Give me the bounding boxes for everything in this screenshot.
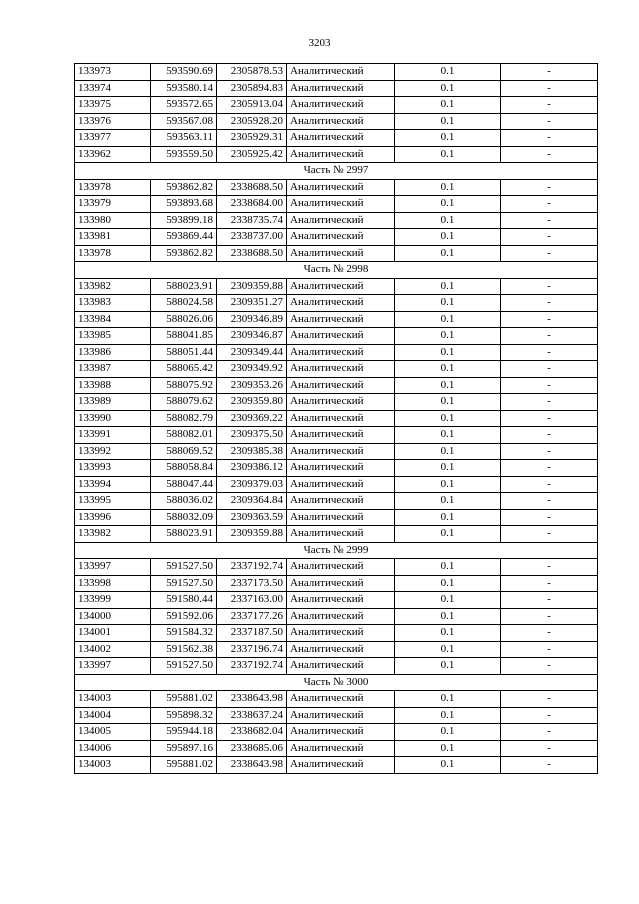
- y-coordinate-cell: 2337187.50: [217, 625, 287, 642]
- y-coordinate-cell: 2338737.00: [217, 229, 287, 246]
- note-cell: -: [501, 691, 598, 708]
- section-title: Часть № 2998: [75, 262, 598, 279]
- y-coordinate-cell: 2305894.83: [217, 80, 287, 97]
- coordinates-table-body: [75, 64, 598, 774]
- table-row: [75, 592, 598, 609]
- point-number-cell: 133987: [75, 361, 151, 378]
- y-coordinate-cell: 2338637.24: [217, 707, 287, 724]
- table-row: [75, 460, 598, 477]
- y-coordinate-cell: 2305928.20: [217, 113, 287, 130]
- y-coordinate-cell: 2309346.89: [217, 311, 287, 328]
- y-coordinate-cell: 2337196.74: [217, 641, 287, 658]
- x-coordinate-cell: 588023.91: [151, 526, 217, 543]
- method-cell: Аналитический: [287, 278, 395, 295]
- x-coordinate-cell: 588075.92: [151, 377, 217, 394]
- x-coordinate-cell: 588041.85: [151, 328, 217, 345]
- note-cell: -: [501, 64, 598, 81]
- note-cell: -: [501, 328, 598, 345]
- x-coordinate-cell: 593869.44: [151, 229, 217, 246]
- point-number-cell: 133978: [75, 179, 151, 196]
- method-cell: Аналитический: [287, 377, 395, 394]
- x-coordinate-cell: 588024.58: [151, 295, 217, 312]
- y-coordinate-cell: 2305913.04: [217, 97, 287, 114]
- method-cell: Аналитический: [287, 691, 395, 708]
- y-coordinate-cell: 2309375.50: [217, 427, 287, 444]
- note-cell: -: [501, 212, 598, 229]
- y-coordinate-cell: 2309353.26: [217, 377, 287, 394]
- y-coordinate-cell: 2338685.06: [217, 740, 287, 757]
- table-row: [75, 229, 598, 246]
- table-row: [75, 724, 598, 741]
- method-cell: Аналитический: [287, 592, 395, 609]
- point-number-cell: 134001: [75, 625, 151, 642]
- method-cell: Аналитический: [287, 179, 395, 196]
- accuracy-cell: 0.1: [395, 740, 501, 757]
- point-number-cell: 133997: [75, 658, 151, 675]
- x-coordinate-cell: 593580.14: [151, 80, 217, 97]
- note-cell: -: [501, 476, 598, 493]
- table-row: [75, 476, 598, 493]
- point-number-cell: 133993: [75, 460, 151, 477]
- table-row: [75, 707, 598, 724]
- accuracy-cell: 0.1: [395, 559, 501, 576]
- x-coordinate-cell: 591527.50: [151, 658, 217, 675]
- x-coordinate-cell: 591527.50: [151, 575, 217, 592]
- point-number-cell: 133998: [75, 575, 151, 592]
- method-cell: Аналитический: [287, 311, 395, 328]
- x-coordinate-cell: 588082.01: [151, 427, 217, 444]
- note-cell: -: [501, 658, 598, 675]
- accuracy-cell: 0.1: [395, 757, 501, 774]
- accuracy-cell: 0.1: [395, 130, 501, 147]
- point-number-cell: 133991: [75, 427, 151, 444]
- x-coordinate-cell: 591527.50: [151, 559, 217, 576]
- method-cell: Аналитический: [287, 146, 395, 163]
- table-row: [75, 344, 598, 361]
- accuracy-cell: 0.1: [395, 179, 501, 196]
- x-coordinate-cell: 588032.09: [151, 509, 217, 526]
- accuracy-cell: 0.1: [395, 328, 501, 345]
- note-cell: -: [501, 427, 598, 444]
- table-row: [75, 311, 598, 328]
- y-coordinate-cell: 2338643.98: [217, 757, 287, 774]
- x-coordinate-cell: 593559.50: [151, 146, 217, 163]
- y-coordinate-cell: 2309346.87: [217, 328, 287, 345]
- y-coordinate-cell: 2305925.42: [217, 146, 287, 163]
- table-row: [75, 394, 598, 411]
- point-number-cell: 133994: [75, 476, 151, 493]
- accuracy-cell: 0.1: [395, 658, 501, 675]
- accuracy-cell: 0.1: [395, 113, 501, 130]
- method-cell: Аналитический: [287, 575, 395, 592]
- point-number-cell: 134006: [75, 740, 151, 757]
- x-coordinate-cell: 588036.02: [151, 493, 217, 510]
- x-coordinate-cell: 593862.82: [151, 179, 217, 196]
- accuracy-cell: 0.1: [395, 344, 501, 361]
- point-number-cell: 133988: [75, 377, 151, 394]
- section-header-row: [75, 262, 598, 279]
- y-coordinate-cell: 2338688.50: [217, 179, 287, 196]
- accuracy-cell: 0.1: [395, 592, 501, 609]
- x-coordinate-cell: 588026.06: [151, 311, 217, 328]
- point-number-cell: 133997: [75, 559, 151, 576]
- method-cell: Аналитический: [287, 476, 395, 493]
- section-title: Часть № 2999: [75, 542, 598, 559]
- table-row: [75, 328, 598, 345]
- table-row: [75, 361, 598, 378]
- method-cell: Аналитический: [287, 97, 395, 114]
- note-cell: -: [501, 394, 598, 411]
- method-cell: Аналитический: [287, 80, 395, 97]
- x-coordinate-cell: 591584.32: [151, 625, 217, 642]
- accuracy-cell: 0.1: [395, 608, 501, 625]
- x-coordinate-cell: 588058.84: [151, 460, 217, 477]
- x-coordinate-cell: 593862.82: [151, 245, 217, 262]
- note-cell: -: [501, 526, 598, 543]
- x-coordinate-cell: 595897.16: [151, 740, 217, 757]
- section-header-row: [75, 674, 598, 691]
- table-row: [75, 641, 598, 658]
- x-coordinate-cell: 593893.68: [151, 196, 217, 213]
- note-cell: -: [501, 575, 598, 592]
- point-number-cell: 133979: [75, 196, 151, 213]
- point-number-cell: 134003: [75, 691, 151, 708]
- x-coordinate-cell: 591592.06: [151, 608, 217, 625]
- accuracy-cell: 0.1: [395, 476, 501, 493]
- y-coordinate-cell: 2309385.38: [217, 443, 287, 460]
- table-row: [75, 179, 598, 196]
- note-cell: -: [501, 608, 598, 625]
- x-coordinate-cell: 595881.02: [151, 691, 217, 708]
- table-row: [75, 559, 598, 576]
- point-number-cell: 133985: [75, 328, 151, 345]
- note-cell: -: [501, 146, 598, 163]
- x-coordinate-cell: 593899.18: [151, 212, 217, 229]
- method-cell: Аналитический: [287, 328, 395, 345]
- accuracy-cell: 0.1: [395, 526, 501, 543]
- y-coordinate-cell: 2338684.00: [217, 196, 287, 213]
- table-row: [75, 691, 598, 708]
- method-cell: Аналитический: [287, 658, 395, 675]
- accuracy-cell: 0.1: [395, 212, 501, 229]
- accuracy-cell: 0.1: [395, 229, 501, 246]
- point-number-cell: 133974: [75, 80, 151, 97]
- method-cell: Аналитический: [287, 460, 395, 477]
- x-coordinate-cell: 588023.91: [151, 278, 217, 295]
- coordinates-table: [74, 63, 598, 774]
- table-row: [75, 493, 598, 510]
- method-cell: Аналитический: [287, 295, 395, 312]
- y-coordinate-cell: 2337192.74: [217, 658, 287, 675]
- point-number-cell: 133996: [75, 509, 151, 526]
- x-coordinate-cell: 588047.44: [151, 476, 217, 493]
- note-cell: -: [501, 757, 598, 774]
- y-coordinate-cell: 2309349.44: [217, 344, 287, 361]
- y-coordinate-cell: 2337177.26: [217, 608, 287, 625]
- point-number-cell: 133976: [75, 113, 151, 130]
- method-cell: Аналитический: [287, 229, 395, 246]
- table-row: [75, 245, 598, 262]
- table-row: [75, 130, 598, 147]
- accuracy-cell: 0.1: [395, 97, 501, 114]
- table-row: [75, 212, 598, 229]
- x-coordinate-cell: 595881.02: [151, 757, 217, 774]
- point-number-cell: 133986: [75, 344, 151, 361]
- accuracy-cell: 0.1: [395, 146, 501, 163]
- x-coordinate-cell: 593572.65: [151, 97, 217, 114]
- x-coordinate-cell: 591580.44: [151, 592, 217, 609]
- table-row: [75, 64, 598, 81]
- table-row: [75, 443, 598, 460]
- method-cell: Аналитический: [287, 641, 395, 658]
- note-cell: -: [501, 179, 598, 196]
- note-cell: -: [501, 245, 598, 262]
- section-header-row: [75, 542, 598, 559]
- note-cell: -: [501, 509, 598, 526]
- accuracy-cell: 0.1: [395, 196, 501, 213]
- accuracy-cell: 0.1: [395, 410, 501, 427]
- y-coordinate-cell: 2309359.80: [217, 394, 287, 411]
- y-coordinate-cell: 2337163.00: [217, 592, 287, 609]
- note-cell: -: [501, 740, 598, 757]
- table-row: [75, 625, 598, 642]
- method-cell: Аналитический: [287, 724, 395, 741]
- table-row: [75, 278, 598, 295]
- note-cell: -: [501, 641, 598, 658]
- note-cell: -: [501, 707, 598, 724]
- x-coordinate-cell: 588065.42: [151, 361, 217, 378]
- method-cell: Аналитический: [287, 608, 395, 625]
- note-cell: -: [501, 410, 598, 427]
- table-row: [75, 740, 598, 757]
- note-cell: -: [501, 130, 598, 147]
- table-row: [75, 509, 598, 526]
- y-coordinate-cell: 2309349.92: [217, 361, 287, 378]
- accuracy-cell: 0.1: [395, 295, 501, 312]
- y-coordinate-cell: 2309359.88: [217, 526, 287, 543]
- method-cell: Аналитический: [287, 196, 395, 213]
- method-cell: Аналитический: [287, 443, 395, 460]
- accuracy-cell: 0.1: [395, 641, 501, 658]
- accuracy-cell: 0.1: [395, 460, 501, 477]
- point-number-cell: 133977: [75, 130, 151, 147]
- note-cell: -: [501, 625, 598, 642]
- note-cell: -: [501, 592, 598, 609]
- accuracy-cell: 0.1: [395, 377, 501, 394]
- section-title: Часть № 3000: [75, 674, 598, 691]
- accuracy-cell: 0.1: [395, 707, 501, 724]
- y-coordinate-cell: 2309359.88: [217, 278, 287, 295]
- y-coordinate-cell: 2337173.50: [217, 575, 287, 592]
- note-cell: -: [501, 460, 598, 477]
- x-coordinate-cell: 588069.52: [151, 443, 217, 460]
- note-cell: -: [501, 443, 598, 460]
- table-row: [75, 757, 598, 774]
- x-coordinate-cell: 595944.18: [151, 724, 217, 741]
- table-row: [75, 97, 598, 114]
- note-cell: -: [501, 361, 598, 378]
- y-coordinate-cell: 2338682.04: [217, 724, 287, 741]
- note-cell: -: [501, 229, 598, 246]
- method-cell: Аналитический: [287, 757, 395, 774]
- x-coordinate-cell: 588051.44: [151, 344, 217, 361]
- section-header-row: [75, 163, 598, 180]
- note-cell: -: [501, 724, 598, 741]
- note-cell: -: [501, 559, 598, 576]
- method-cell: Аналитический: [287, 130, 395, 147]
- method-cell: Аналитический: [287, 707, 395, 724]
- accuracy-cell: 0.1: [395, 724, 501, 741]
- y-coordinate-cell: 2309369.22: [217, 410, 287, 427]
- accuracy-cell: 0.1: [395, 394, 501, 411]
- table-row: [75, 410, 598, 427]
- y-coordinate-cell: 2309351.27: [217, 295, 287, 312]
- point-number-cell: 133962: [75, 146, 151, 163]
- point-number-cell: 134004: [75, 707, 151, 724]
- table-row: [75, 658, 598, 675]
- method-cell: Аналитический: [287, 64, 395, 81]
- point-number-cell: 133973: [75, 64, 151, 81]
- table-row: [75, 377, 598, 394]
- method-cell: Аналитический: [287, 740, 395, 757]
- table-row: [75, 575, 598, 592]
- note-cell: -: [501, 344, 598, 361]
- method-cell: Аналитический: [287, 344, 395, 361]
- point-number-cell: 134002: [75, 641, 151, 658]
- table-row: [75, 196, 598, 213]
- x-coordinate-cell: 588079.62: [151, 394, 217, 411]
- point-number-cell: 133980: [75, 212, 151, 229]
- y-coordinate-cell: 2309363.59: [217, 509, 287, 526]
- table-row: [75, 146, 598, 163]
- x-coordinate-cell: 588082.79: [151, 410, 217, 427]
- y-coordinate-cell: 2338643.98: [217, 691, 287, 708]
- method-cell: Аналитический: [287, 394, 395, 411]
- x-coordinate-cell: 595898.32: [151, 707, 217, 724]
- accuracy-cell: 0.1: [395, 493, 501, 510]
- table-row: [75, 113, 598, 130]
- note-cell: -: [501, 493, 598, 510]
- table-row: [75, 295, 598, 312]
- accuracy-cell: 0.1: [395, 691, 501, 708]
- accuracy-cell: 0.1: [395, 575, 501, 592]
- table-row: [75, 427, 598, 444]
- y-coordinate-cell: 2337192.74: [217, 559, 287, 576]
- method-cell: Аналитический: [287, 410, 395, 427]
- method-cell: Аналитический: [287, 509, 395, 526]
- point-number-cell: 133981: [75, 229, 151, 246]
- method-cell: Аналитический: [287, 212, 395, 229]
- note-cell: -: [501, 113, 598, 130]
- note-cell: -: [501, 196, 598, 213]
- accuracy-cell: 0.1: [395, 80, 501, 97]
- point-number-cell: 133978: [75, 245, 151, 262]
- accuracy-cell: 0.1: [395, 245, 501, 262]
- y-coordinate-cell: 2305929.31: [217, 130, 287, 147]
- x-coordinate-cell: 593590.69: [151, 64, 217, 81]
- point-number-cell: 133999: [75, 592, 151, 609]
- table-row: [75, 80, 598, 97]
- accuracy-cell: 0.1: [395, 427, 501, 444]
- note-cell: -: [501, 295, 598, 312]
- section-title: Часть № 2997: [75, 163, 598, 180]
- method-cell: Аналитический: [287, 493, 395, 510]
- accuracy-cell: 0.1: [395, 443, 501, 460]
- note-cell: -: [501, 377, 598, 394]
- accuracy-cell: 0.1: [395, 311, 501, 328]
- table-row: [75, 526, 598, 543]
- method-cell: Аналитический: [287, 245, 395, 262]
- point-number-cell: 134005: [75, 724, 151, 741]
- page-number: 3203: [308, 37, 331, 49]
- x-coordinate-cell: 593563.11: [151, 130, 217, 147]
- point-number-cell: 133975: [75, 97, 151, 114]
- point-number-cell: 133982: [75, 278, 151, 295]
- point-number-cell: 134000: [75, 608, 151, 625]
- point-number-cell: 133989: [75, 394, 151, 411]
- point-number-cell: 133992: [75, 443, 151, 460]
- point-number-cell: 133983: [75, 295, 151, 312]
- method-cell: Аналитический: [287, 625, 395, 642]
- method-cell: Аналитический: [287, 361, 395, 378]
- accuracy-cell: 0.1: [395, 509, 501, 526]
- accuracy-cell: 0.1: [395, 64, 501, 81]
- note-cell: -: [501, 278, 598, 295]
- y-coordinate-cell: 2338688.50: [217, 245, 287, 262]
- method-cell: Аналитический: [287, 427, 395, 444]
- method-cell: Аналитический: [287, 526, 395, 543]
- y-coordinate-cell: 2305878.53: [217, 64, 287, 81]
- accuracy-cell: 0.1: [395, 625, 501, 642]
- point-number-cell: 133984: [75, 311, 151, 328]
- y-coordinate-cell: 2309379.03: [217, 476, 287, 493]
- note-cell: -: [501, 80, 598, 97]
- note-cell: -: [501, 311, 598, 328]
- method-cell: Аналитический: [287, 113, 395, 130]
- y-coordinate-cell: 2309386.12: [217, 460, 287, 477]
- x-coordinate-cell: 593567.08: [151, 113, 217, 130]
- method-cell: Аналитический: [287, 559, 395, 576]
- x-coordinate-cell: 591562.38: [151, 641, 217, 658]
- point-number-cell: 133982: [75, 526, 151, 543]
- point-number-cell: 134003: [75, 757, 151, 774]
- accuracy-cell: 0.1: [395, 361, 501, 378]
- table-row: [75, 608, 598, 625]
- point-number-cell: 133990: [75, 410, 151, 427]
- y-coordinate-cell: 2309364.84: [217, 493, 287, 510]
- accuracy-cell: 0.1: [395, 278, 501, 295]
- point-number-cell: 133995: [75, 493, 151, 510]
- note-cell: -: [501, 97, 598, 114]
- y-coordinate-cell: 2338735.74: [217, 212, 287, 229]
